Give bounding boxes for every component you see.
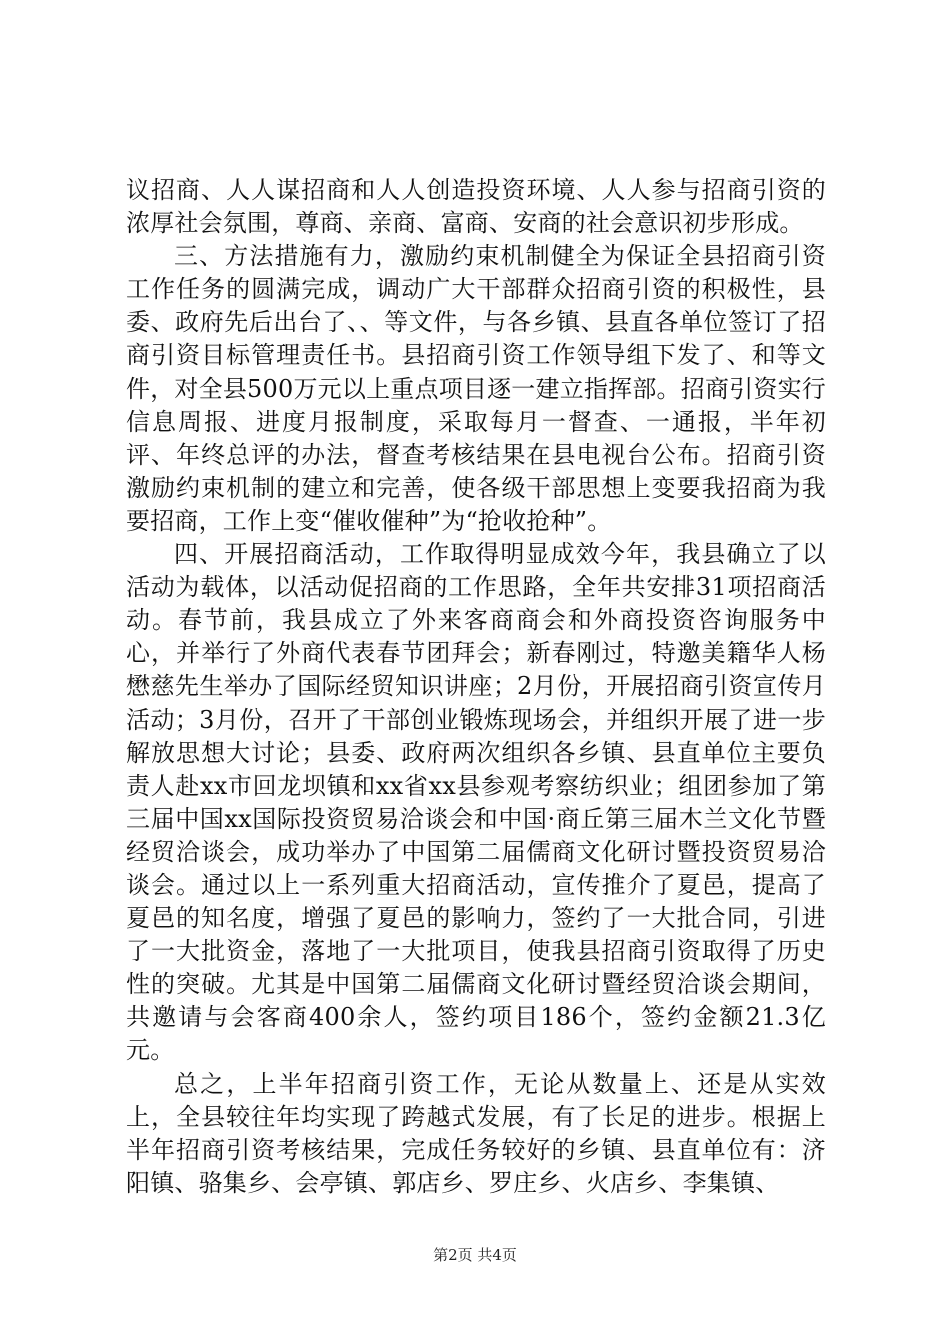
paragraph-continuation: 议招商、人人谋招商和人人创造投资环境、人人参与招商引资的浓厚社会氛围，尊商、亲商、富商、安商的社会意识初步形成。 [126, 176, 826, 238]
page-number-footer: 第2页 共4页 [433, 1246, 517, 1264]
paragraph-section-four: 四、开展招商活动，工作取得明显成效今年，我县确立了以活动为载体，以活动促招商的工作思路，全年共安排31项招商活动。春节前，我县成立了外来客商商会和外商投资咨询服务中心，并举行了外商代表春节团拜会；新春刚过，特邀美籍华人杨懋慈先生举办了国际经贸知识讲座；2月份，开展招商引资宣传月活动；3月份，召开了干部创业锻炼现场会，并组织开展了进一步解放思想大讨论；县委、政府两次组织各乡镇、县直单位主要负责人赴xx市回龙坝镇和xx省xx县参观考察纺织业；组团参加了第三届中国xx国际投资贸易洽谈会和中国·商丘第三届木兰文化节暨经贸洽谈会，成功举办了中国第二届儒商文化研讨暨投资贸易洽谈会。通过以上一系列重大招商活动，宣传推介了夏邑，提高了夏邑的知名度，增强了夏邑的影响力，签约了一大批合同，引进了一大批资金，落地了一大批项目，使我县招商引资取得了历史性的突破。尤其是中国第二届儒商文化研讨暨经贸洽谈会期间，共邀请与会客商400余人，签约项目186个，签约金额21.3亿元。 [126, 540, 826, 1065]
document-body [126, 174, 826, 1200]
paragraph-section-three: 三、方法措施有力，激励约束机制健全为保证全县招商引资工作任务的圆满完成，调动广大干部群众招商引资的积极性，县委、政府先后出台了、、等文件，与各乡镇、县直各单位签订了招商引资目标管理责任书。县招商引资工作领导组下发了、和等文件，对全县500万元以上重点项目逐一建立指挥部。招商引资实行信息周报、进度月报制度，采取每月一督查、一通报，半年初评、年终总评的办法，督查考核结果在县电视台公布。招商引资激励约束机制的建立和完善，使各级干部思想上变要我招商为我要招商，工作上变“催收催种”为“抢收抢种”。 [126, 242, 826, 535]
paragraph-summary: 总之，上半年招商引资工作，无论从数量上、还是从实效上，全县较往年均实现了跨越式发展，有了长足的进步。根据上半年招商引资考核结果，完成任务较好的乡镇、县直单位有：济阳镇、骆集乡、会亭镇、郭店乡、罗庄乡、火店乡、李集镇、 [126, 1069, 826, 1197]
